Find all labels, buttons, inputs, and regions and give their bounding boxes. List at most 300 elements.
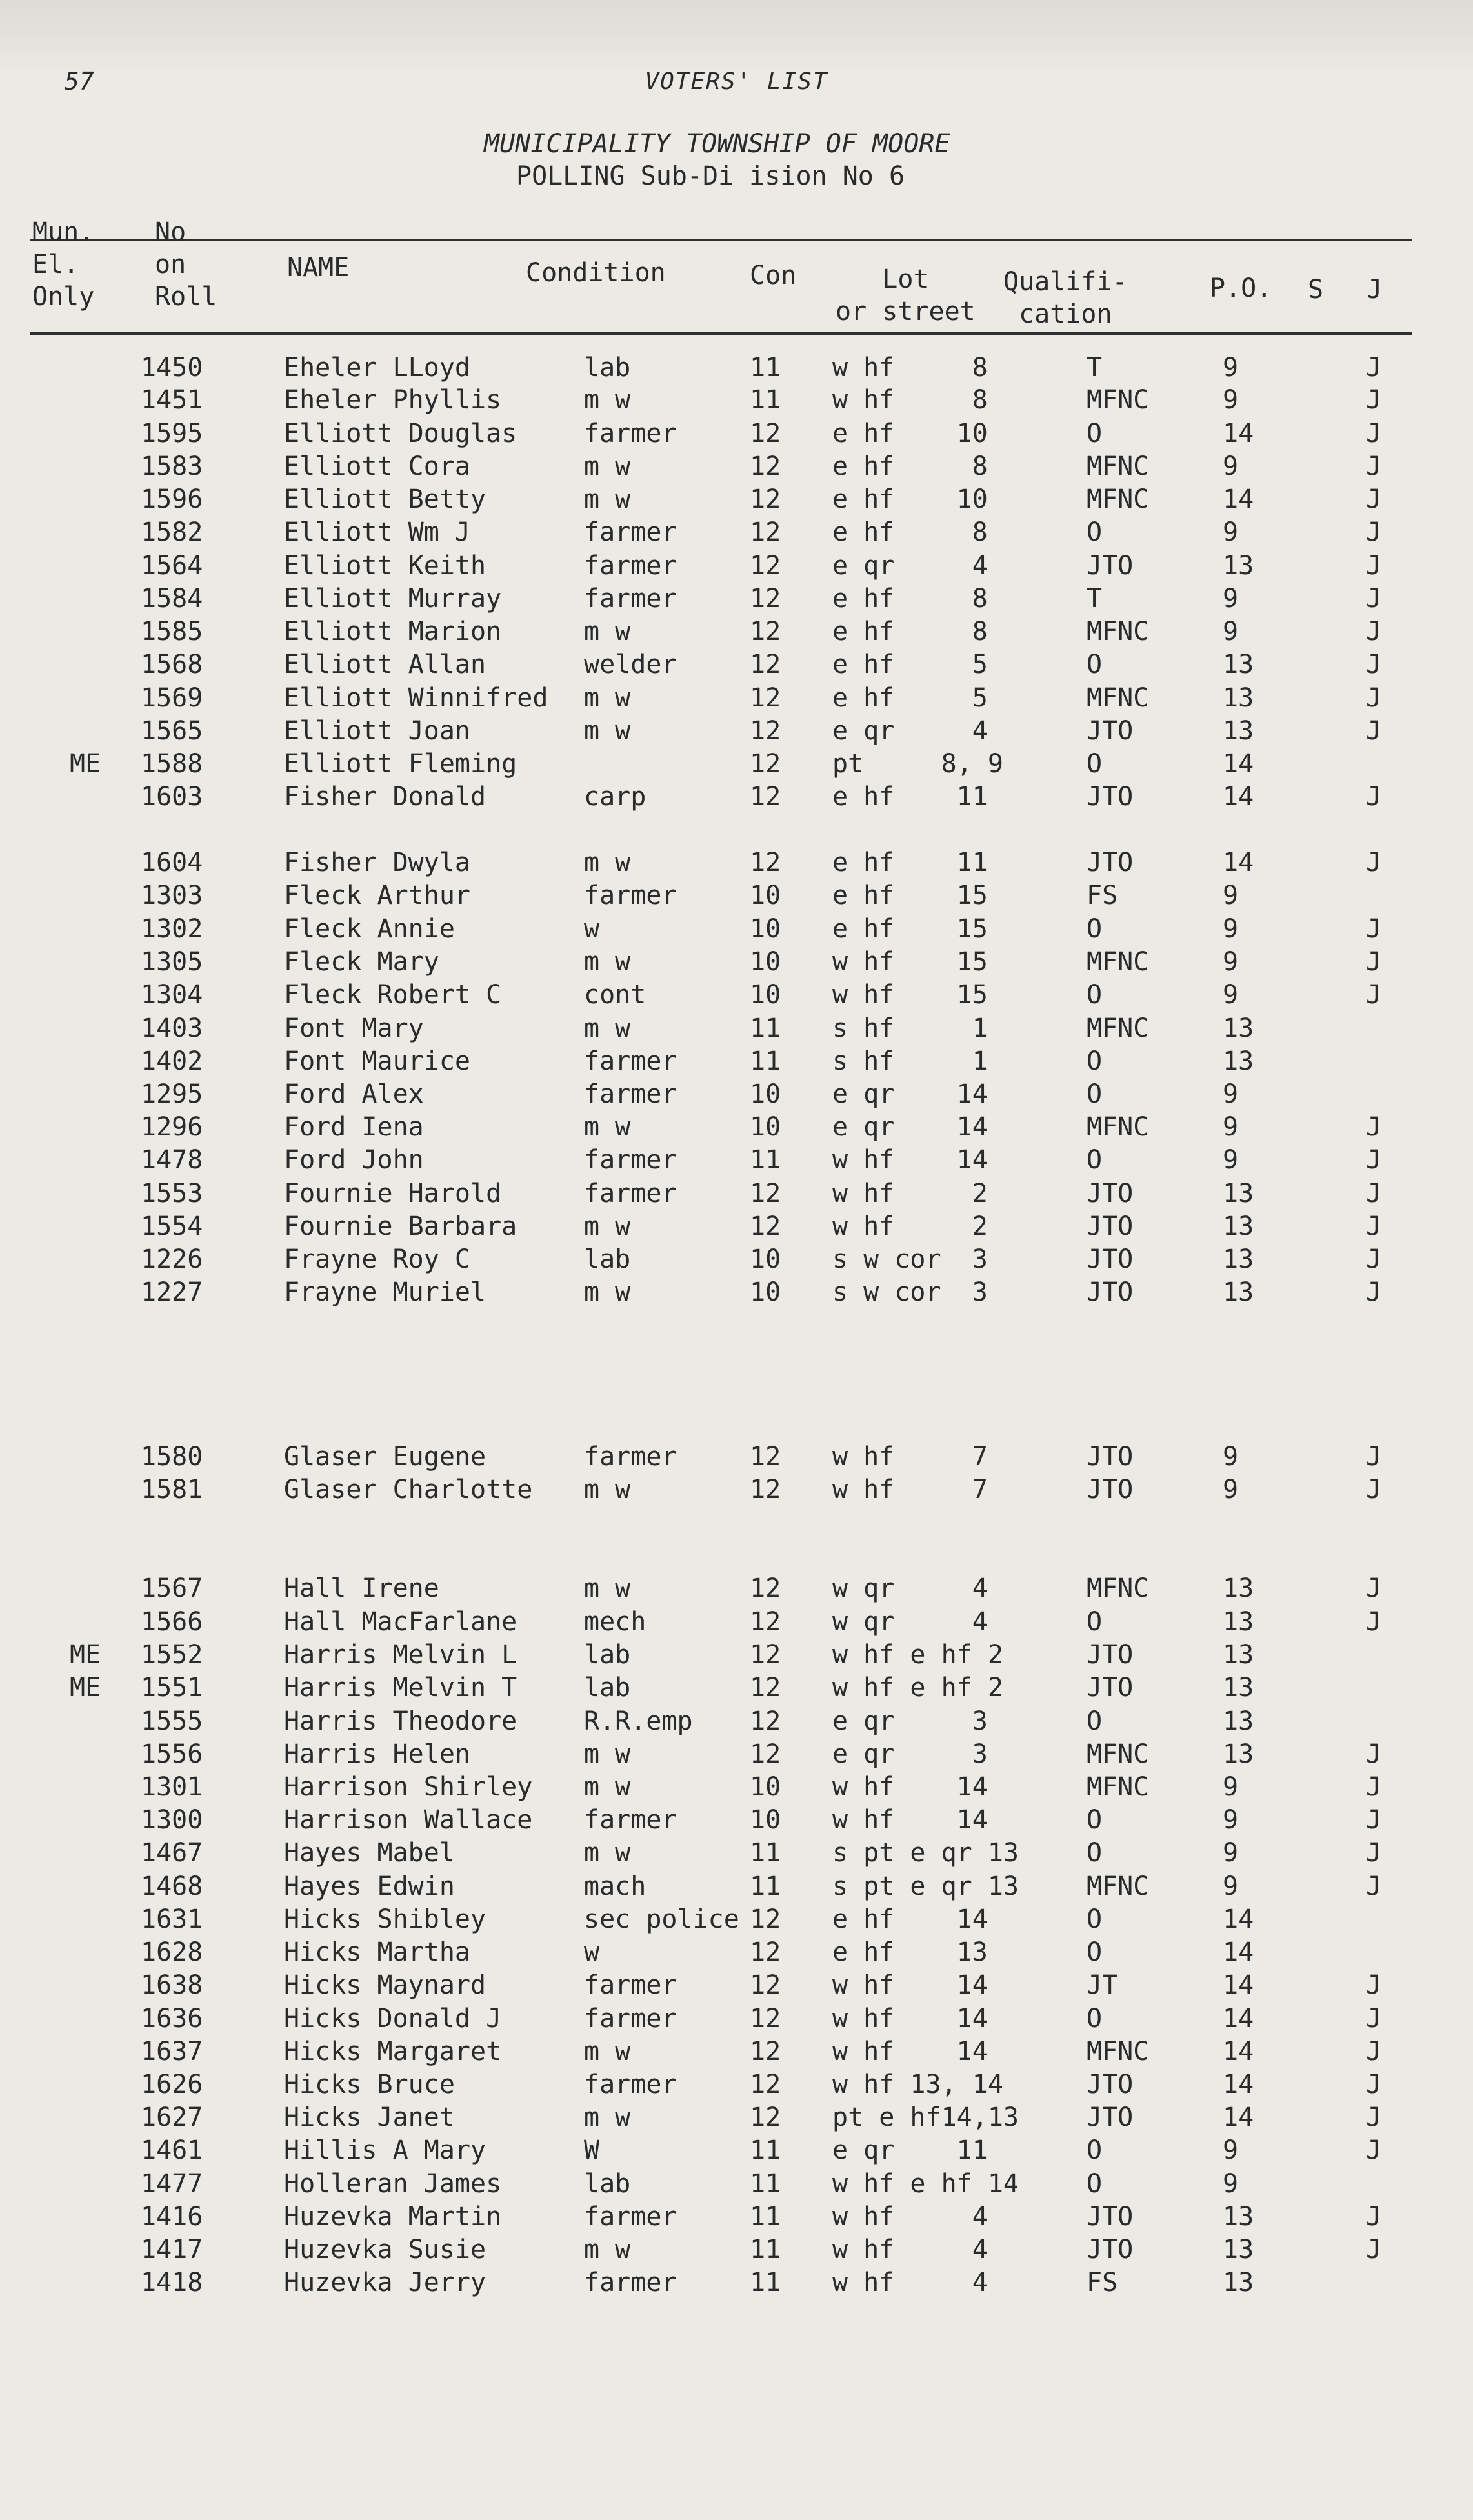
concession-cell: 12 [750,452,781,481]
po-cell: 9 [1223,1475,1239,1505]
roll-number-cell: 1552 [141,1640,203,1670]
lot-cell: e hf 10 [832,485,988,514]
roll-number-cell: 1304 [141,980,203,1010]
qualification-cell: JTO [1087,1277,1134,1307]
condition-cell: farmer [584,584,677,614]
table-row [0,583,1473,615]
roll-number-cell: 1305 [141,947,203,977]
voter-name-cell: Hayes Mabel [284,1838,455,1868]
condition-cell: farmer [584,551,677,581]
j-cell: J [1366,2103,1382,2132]
po-cell: 13 [1223,1640,1254,1670]
po-cell: 9 [1223,1805,1239,1835]
condition-cell: farmer [584,2070,677,2099]
lot-cell: e hf 8 [832,617,988,646]
condition-cell: m w [584,485,631,514]
voter-name-cell: Elliott Wm J [284,517,470,547]
lot-cell: w hf 4 [832,2235,988,2265]
table-row [0,1606,1473,1638]
qualification-cell: MFNC [1087,1574,1149,1603]
j-cell: J [1366,782,1382,812]
condition-cell: mach [584,1872,646,1901]
roll-number-cell: 1418 [141,2268,203,2297]
po-cell: 9 [1223,1145,1239,1175]
voter-name-cell: Frayne Roy C [284,1245,470,1274]
voter-name-cell: Elliott Keith [284,551,486,581]
condition-cell: m w [584,2235,631,2265]
col-condition: Condition [526,258,666,288]
voter-name-cell: Fleck Annie [284,914,455,944]
qualification-cell: JTO [1087,1475,1134,1505]
concession-cell: 10 [750,980,781,1010]
condition-cell: farmer [584,517,677,547]
voter-name-cell: Eheler Phyllis [284,385,502,415]
roll-number-cell: 1295 [141,1079,203,1109]
j-cell: J [1366,419,1382,448]
roll-number-cell: 1637 [141,2037,203,2066]
voter-name-cell: Frayne Muriel [284,1277,486,1307]
lot-cell: w qr 4 [832,1607,988,1637]
condition-cell: m w [584,452,631,481]
concession-cell: 10 [750,881,781,910]
condition-cell: m w [584,1574,631,1603]
lot-cell: w hf 8 [832,353,988,383]
roll-number-cell: 1631 [141,1905,203,1934]
condition-cell: m w [584,385,631,415]
table-row [0,1078,1473,1110]
condition-cell: farmer [584,1145,677,1175]
condition-cell: lab [584,1245,631,1274]
condition-cell: carp [584,782,646,812]
qualification-cell: JTO [1087,1673,1134,1703]
po-cell: 13 [1223,1245,1254,1274]
qualification-cell: FS [1087,881,1118,910]
voter-name-cell: Hicks Janet [284,2103,455,2132]
condition-cell: farmer [584,419,677,448]
table-row [0,1870,1473,1903]
header-top-rule [30,239,1412,241]
j-cell: J [1366,1212,1382,1241]
condition-cell: m w [584,1277,631,1307]
concession-cell: 10 [750,1277,781,1307]
table-row [0,979,1473,1011]
voter-name-cell: Elliott Joan [284,716,470,746]
qualification-cell: O [1087,749,1103,779]
concession-cell: 11 [750,1872,781,1901]
qualification-cell: JTO [1087,2103,1134,2132]
voter-name-cell: Fleck Mary [284,947,439,977]
lot-cell: e hf 15 [832,881,988,910]
voter-name-cell: Huzevka Jerry [284,2268,486,2297]
table-row [0,715,1473,747]
roll-number-cell: 1628 [141,1937,203,1967]
roll-number-cell: 1403 [141,1014,203,1043]
lot-cell: s w cor 3 [832,1277,988,1307]
concession-cell: 11 [750,2169,781,2199]
po-cell: 9 [1223,2169,1239,2199]
table-row [0,1474,1473,1506]
lot-cell: w hf e hf 2 [832,1673,1003,1703]
roll-number-cell: 1569 [141,683,203,713]
j-cell: J [1366,1179,1382,1208]
j-cell: J [1366,1772,1382,1802]
voter-name-cell: Ford Alex [284,1079,424,1109]
j-cell: J [1366,1442,1382,1472]
table-row [0,550,1473,582]
table-row [0,2201,1473,2233]
concession-cell: 12 [750,1574,781,1603]
po-cell: 14 [1223,2070,1254,2099]
po-cell: 14 [1223,1905,1254,1934]
roll-number-cell: 1300 [141,1805,203,1835]
table-row [0,1936,1473,1968]
qualification-cell: JTO [1087,1212,1134,1241]
voter-name-cell: Hicks Martha [284,1937,470,1967]
qualification-cell: MFNC [1087,452,1149,481]
condition-cell: W [584,2135,600,2165]
header-bottom-rule [30,332,1412,335]
po-cell: 9 [1223,1442,1239,1472]
concession-cell: 10 [750,1079,781,1109]
concession-cell: 12 [750,782,781,812]
concession-cell: 12 [750,1706,781,1736]
concession-cell: 12 [750,749,781,779]
j-cell: J [1366,353,1382,383]
mun-el-cell: ME [70,1640,101,1670]
qualification-cell: T [1087,584,1103,614]
voter-name-cell: Elliott Cora [284,452,470,481]
lot-cell: e hf 8 [832,517,988,547]
qualification-cell: O [1087,517,1103,547]
po-cell: 13 [1223,1574,1254,1603]
po-cell: 13 [1223,2268,1254,2297]
po-cell: 14 [1223,2037,1254,2066]
roll-number-cell: 1551 [141,1673,203,1703]
concession-cell: 12 [750,1739,781,1769]
condition-cell: m w [584,1212,631,1241]
lot-cell: w hf 2 [832,1212,988,1241]
concession-cell: 12 [750,1673,781,1703]
condition-cell: m w [584,2103,631,2132]
voter-name-cell: Elliott Fleming [284,749,517,779]
po-cell: 9 [1223,617,1239,646]
po-cell: 9 [1223,452,1239,481]
po-cell: 13 [1223,1046,1254,1076]
j-cell: J [1366,2202,1382,2232]
concession-cell: 11 [750,2202,781,2232]
po-cell: 13 [1223,1673,1254,1703]
concession-cell: 12 [750,716,781,746]
voter-name-cell: Hicks Bruce [284,2070,455,2099]
po-cell: 14 [1223,2103,1254,2132]
lot-cell: e hf 15 [832,914,988,944]
voter-name-cell: Fournie Barbara [284,1212,517,1241]
table-row [0,1771,1473,1803]
roll-number-cell: 1596 [141,485,203,514]
roll-number-cell: 1626 [141,2070,203,2099]
table-row [0,1276,1473,1308]
concession-cell: 12 [750,2004,781,2034]
lot-cell: w hf 13, 14 [832,2070,1003,2099]
po-cell: 13 [1223,1706,1254,1736]
concession-cell: 11 [750,1014,781,1043]
qualification-cell: T [1087,353,1103,383]
concession-cell: 11 [750,1046,781,1076]
po-cell: 9 [1223,584,1239,614]
table-row [0,384,1473,416]
polling-line: POLLING Sub-Di ision No 6 [516,161,905,191]
concession-cell: 10 [750,947,781,977]
lot-cell: w hf 8 [832,385,988,415]
roll-number-cell: 1588 [141,749,203,779]
lot-cell: w hf 14 [832,1970,988,2000]
roll-number-cell: 1555 [141,1706,203,1736]
po-cell: 13 [1223,650,1254,679]
qualification-cell: JTO [1087,1245,1134,1274]
roll-number-cell: 1568 [141,650,203,679]
qualification-cell: MFNC [1087,385,1149,415]
roll-number-cell: 1567 [141,1574,203,1603]
qualification-cell: O [1087,2004,1103,2034]
j-cell: J [1366,716,1382,746]
concession-cell: 12 [750,2037,781,2066]
roll-number-cell: 1603 [141,782,203,812]
lot-cell: w hf 4 [832,2268,988,2297]
roll-number-cell: 1554 [141,1212,203,1241]
j-cell: J [1366,683,1382,713]
table-row [0,682,1473,714]
j-cell: J [1366,2070,1382,2099]
table-row [0,1672,1473,1704]
lot-cell: pt e hf14,13 [832,2103,1019,2132]
table-row [0,417,1473,450]
qualification-cell: JTO [1087,1640,1134,1670]
table-row [0,1837,1473,1869]
po-cell: 9 [1223,2135,1239,2165]
qualification-cell: JTO [1087,716,1134,746]
concession-cell: 10 [750,1245,781,1274]
col-name: NAME [287,253,350,283]
j-cell: J [1366,1739,1382,1769]
concession-cell: 12 [750,1607,781,1637]
concession-cell: 12 [750,1475,781,1505]
j-cell: J [1366,1872,1382,1901]
po-cell: 14 [1223,848,1254,877]
po-cell: 14 [1223,419,1254,448]
qualification-cell: O [1087,419,1103,448]
lot-cell: w hf 14 [832,1145,988,1175]
qualification-cell: MFNC [1087,617,1149,646]
j-cell: J [1366,517,1382,547]
voter-name-cell: Eheler LLoyd [284,353,470,383]
list-title: VOTERS' LIST [645,68,828,95]
lot-cell: e qr 4 [832,551,988,581]
j-cell: J [1366,2037,1382,2066]
lot-cell: e qr 11 [832,2135,988,2165]
condition-cell: farmer [584,1970,677,2000]
qualification-cell: O [1087,650,1103,679]
lot-cell: w qr 4 [832,1574,988,1603]
lot-cell: w hf 14 [832,2004,988,2034]
municipality-line: MUNICIPALITY TOWNSHIP OF MOORE [484,129,950,159]
voter-name-cell: Fleck Arthur [284,881,470,910]
table-row [0,1144,1473,1176]
lot-cell: w hf 14 [832,2037,988,2066]
po-cell: 14 [1223,749,1254,779]
lot-cell: w hf 15 [832,980,988,1010]
j-cell: J [1366,452,1382,481]
roll-number-cell: 1584 [141,584,203,614]
table-row [0,648,1473,681]
po-cell: 14 [1223,2004,1254,2034]
condition-cell: R.R.emp [584,1706,693,1736]
condition-cell: farmer [584,1046,677,1076]
table-row [0,2035,1473,2068]
j-cell: J [1366,617,1382,646]
po-cell: 13 [1223,551,1254,581]
concession-cell: 11 [750,1838,781,1868]
voter-name-cell: Huzevka Martin [284,2202,502,2232]
lot-cell: e hf 8 [832,584,988,614]
condition-cell: cont [584,980,646,1010]
condition-cell: farmer [584,1442,677,1472]
voter-name-cell: Ford Iena [284,1112,424,1142]
concession-cell: 12 [750,1970,781,2000]
condition-cell: w [584,914,600,944]
roll-number-cell: 1227 [141,1277,203,1307]
voter-name-cell: Harris Melvin T [284,1673,517,1703]
roll-number-cell: 1564 [141,551,203,581]
j-cell: J [1366,1970,1382,2000]
po-cell: 9 [1223,947,1239,977]
table-row [0,1441,1473,1473]
voter-name-cell: Elliott Murray [284,584,502,614]
concession-cell: 10 [750,1805,781,1835]
po-cell: 9 [1223,517,1239,547]
table-row [0,1969,1473,2001]
concession-cell: 12 [750,551,781,581]
roll-number-cell: 1478 [141,1145,203,1175]
j-cell: J [1366,947,1382,977]
lot-cell: w hf 2 [832,1179,988,1208]
roll-number-cell: 1416 [141,2202,203,2232]
po-cell: 13 [1223,683,1254,713]
lot-cell: e hf 10 [832,419,988,448]
table-row [0,879,1473,912]
roll-number-cell: 1402 [141,1046,203,1076]
j-cell: J [1366,385,1382,415]
po-cell: 14 [1223,1970,1254,2000]
roll-number-cell: 1580 [141,1442,203,1472]
concession-cell: 12 [750,848,781,877]
po-cell: 9 [1223,1772,1239,1802]
po-cell: 9 [1223,1872,1239,1901]
lot-cell: e hf 8 [832,452,988,481]
concession-cell: 12 [750,584,781,614]
condition-cell: m w [584,848,631,877]
qualification-cell: JTO [1087,2070,1134,2099]
lot-cell: w hf 4 [832,2202,988,2232]
po-cell: 13 [1223,1739,1254,1769]
condition-cell: m w [584,1838,631,1868]
qualification-cell: FS [1087,2268,1118,2297]
lot-cell: w hf e hf 14 [832,2169,1019,2199]
roll-number-cell: 1468 [141,1872,203,1901]
roll-number-cell: 1582 [141,517,203,547]
concession-cell: 12 [750,683,781,713]
condition-cell: farmer [584,2004,677,2034]
concession-cell: 12 [750,1179,781,1208]
qualification-cell: O [1087,1079,1103,1109]
roll-number-cell: 1451 [141,385,203,415]
roll-number-cell: 1565 [141,716,203,746]
table-row [0,2134,1473,2166]
voter-name-cell: Hicks Donald J [284,2004,502,2034]
po-cell: 13 [1223,716,1254,746]
col-no-on-roll: No on Roll [155,217,217,312]
lot-cell: w hf 14 [832,1772,988,1802]
lot-cell: w hf 7 [832,1475,988,1505]
roll-number-cell: 1226 [141,1245,203,1274]
condition-cell: farmer [584,1179,677,1208]
col-qualification: Qualifi- cation [1003,267,1128,329]
voter-name-cell: Hall MacFarlane [284,1607,517,1637]
condition-cell: welder [584,650,677,679]
table-row [0,2234,1473,2266]
table-row [0,1572,1473,1605]
po-cell: 13 [1223,1277,1254,1307]
concession-cell: 12 [750,650,781,679]
qualification-cell: MFNC [1087,947,1149,977]
qualification-cell: MFNC [1087,1739,1149,1769]
concession-cell: 12 [750,2103,781,2132]
qualification-cell: O [1087,1145,1103,1175]
j-cell: J [1366,914,1382,944]
condition-cell: lab [584,1673,631,1703]
j-cell: J [1366,1245,1382,1274]
lot-cell: s w cor 3 [832,1245,988,1274]
j-cell: J [1366,1112,1382,1142]
table-row [0,1177,1473,1210]
lot-cell: e hf 14 [832,1905,988,1934]
concession-cell: 12 [750,517,781,547]
roll-number-cell: 1556 [141,1739,203,1769]
po-cell: 14 [1223,1937,1254,1967]
col-s: S [1308,275,1324,305]
voter-name-cell: Hayes Edwin [284,1872,455,1901]
voter-name-cell: Glaser Eugene [284,1442,486,1472]
qualification-cell: JTO [1087,2235,1134,2265]
table-row [0,1012,1473,1045]
concession-cell: 12 [750,617,781,646]
qualification-cell: O [1087,980,1103,1010]
po-cell: 13 [1223,1014,1254,1043]
j-cell: J [1366,1607,1382,1637]
po-cell: 9 [1223,914,1239,944]
j-cell: J [1366,1574,1382,1603]
table-row [0,748,1473,780]
col-lot: Lot or street [836,265,976,326]
voter-name-cell: Fournie Harold [284,1179,502,1208]
concession-cell: 10 [750,1112,781,1142]
condition-cell: mech [584,1607,646,1637]
concession-cell: 11 [750,2268,781,2297]
lot-cell: e qr 3 [832,1706,988,1736]
concession-cell: 12 [750,2070,781,2099]
j-cell: J [1366,1838,1382,1868]
voter-name-cell: Harris Helen [284,1739,470,1769]
po-cell: 9 [1223,385,1239,415]
